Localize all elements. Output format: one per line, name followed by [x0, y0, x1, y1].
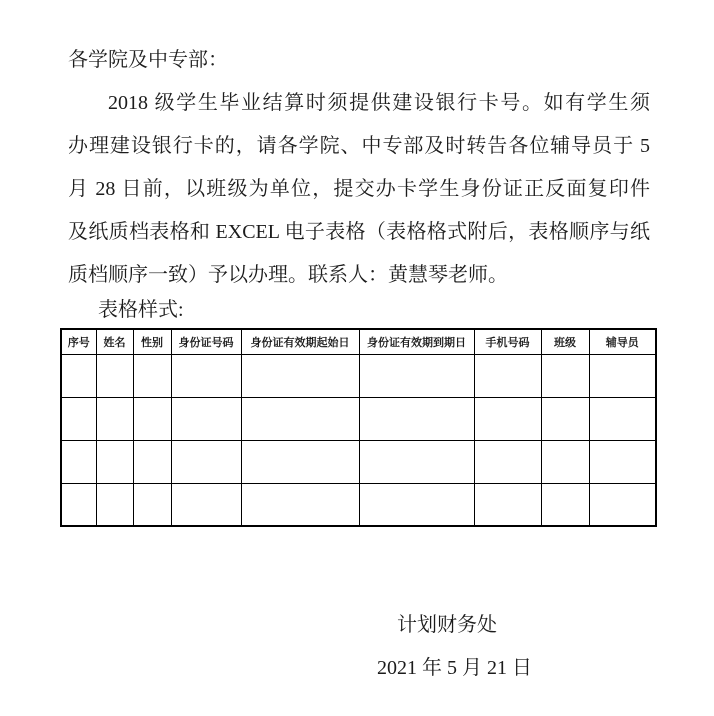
- table-cell: [359, 483, 474, 526]
- sample-form-table: [60, 328, 657, 527]
- paragraph-line: 月 28 日前，以班级为单位，提交办卡学生身份证正反面复印件: [68, 178, 650, 200]
- table-cell: [96, 440, 133, 483]
- paragraph-line: 及纸质档表格和 EXCEL 电子表格（表格格式附后，表格顺序与纸: [68, 221, 650, 243]
- table-cell: [61, 440, 96, 483]
- table-cell: [589, 397, 656, 440]
- table-cell: [541, 354, 589, 397]
- table-row: [61, 440, 656, 483]
- table-caption: 表格样式:: [98, 299, 184, 321]
- header-cell-gender: 性别: [133, 329, 171, 354]
- header-cell-id-valid-from: 身份证有效期起始日: [241, 329, 359, 354]
- table-cell: [241, 440, 359, 483]
- table-cell: [133, 354, 171, 397]
- header-cell-counselor: 辅导员: [589, 329, 656, 354]
- table-cell: [61, 397, 96, 440]
- table-cell: [96, 354, 133, 397]
- table-cell: [474, 483, 541, 526]
- table-cell: [241, 354, 359, 397]
- table-cell: [171, 440, 241, 483]
- table-cell: [241, 483, 359, 526]
- table-row: [61, 483, 656, 526]
- signature: 计划财务处: [397, 614, 497, 636]
- table-cell: [589, 440, 656, 483]
- paragraph-line: 办理建设银行卡的，请各学院、中专部及时转告各位辅导员于 5: [68, 135, 650, 157]
- table-cell: [359, 354, 474, 397]
- salutation: 各学院及中专部：: [68, 49, 228, 71]
- header-cell-class: 班级: [541, 329, 589, 354]
- table-header-row: [61, 329, 656, 354]
- paragraph-line: 2018 级学生毕业结算时须提供建设银行卡号。如有学生须: [108, 92, 650, 114]
- body-paragraph: [68, 82, 650, 297]
- header-cell-phone: 手机号码: [474, 329, 541, 354]
- paragraph-line: 质档顺序一致）予以办理。联系人：黄慧琴老师。: [68, 264, 508, 286]
- table-cell: [133, 397, 171, 440]
- table-cell: [474, 354, 541, 397]
- table-cell: [359, 440, 474, 483]
- table-cell: [133, 440, 171, 483]
- table-cell: [61, 354, 96, 397]
- table-cell: [96, 483, 133, 526]
- table-row: [61, 354, 656, 397]
- date: 2021 年 5 月 21 日: [377, 657, 532, 679]
- table-cell: [96, 397, 133, 440]
- header-cell-id-number: 身份证号码: [171, 329, 241, 354]
- table-cell: [171, 483, 241, 526]
- table-cell: [589, 483, 656, 526]
- table-cell: [133, 483, 171, 526]
- header-cell-serial: 序号: [61, 329, 96, 354]
- table-cell: [589, 354, 656, 397]
- table-cell: [541, 397, 589, 440]
- table-cell: [171, 397, 241, 440]
- table-cell: [359, 397, 474, 440]
- table-cell: [474, 397, 541, 440]
- table-cell: [474, 440, 541, 483]
- table-row: [61, 397, 656, 440]
- table-cell: [541, 440, 589, 483]
- table-cell: [171, 354, 241, 397]
- table-cell: [61, 483, 96, 526]
- header-cell-name: 姓名: [96, 329, 133, 354]
- table-cell: [541, 483, 589, 526]
- table-cell: [241, 397, 359, 440]
- header-cell-id-valid-to: 身份证有效期到期日: [359, 329, 474, 354]
